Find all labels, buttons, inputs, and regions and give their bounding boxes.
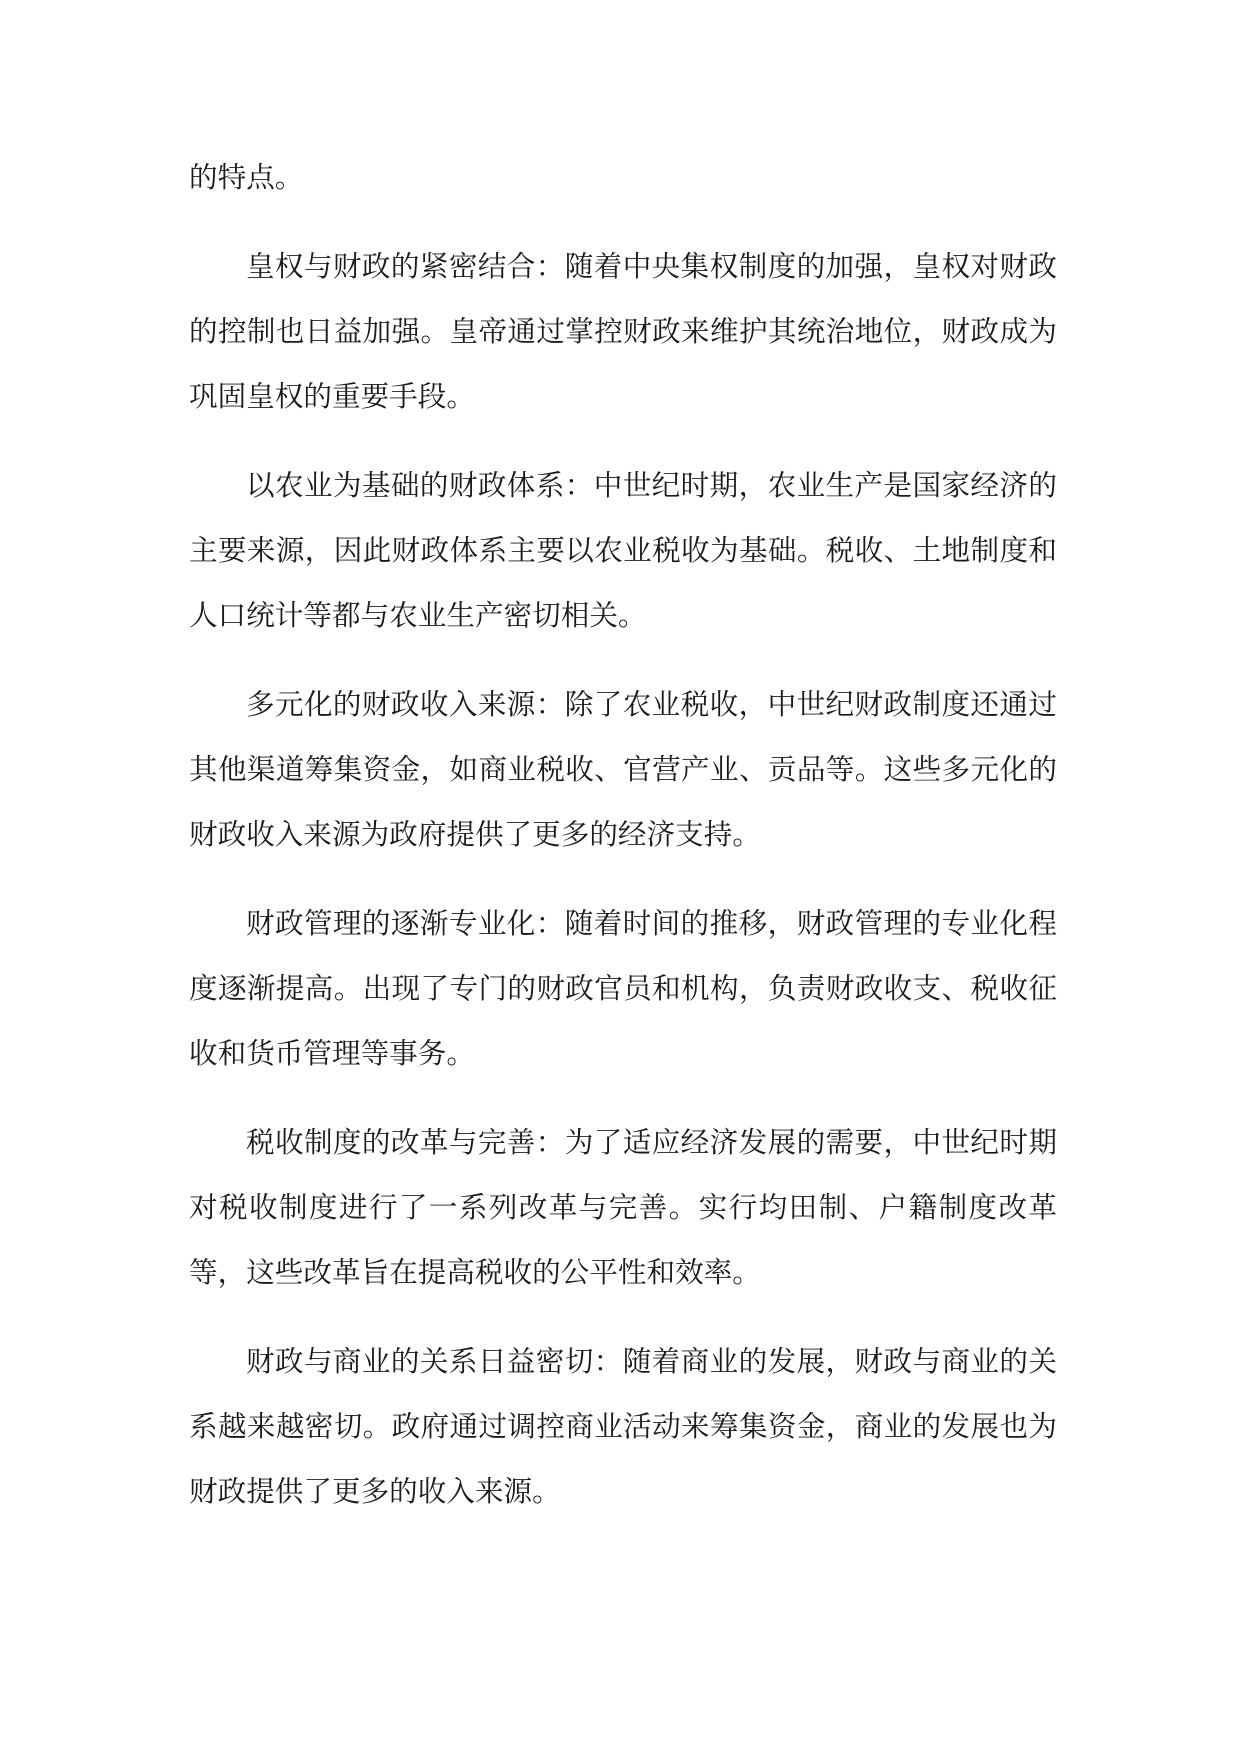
paragraph-continuation: 的特点。 (189, 160, 304, 194)
paragraph-agriculture: 以农业为基础的财政体系：中世纪时期，农业生产是国家经济的主要来源，因此财政体系主要以农业税收为基础。税收、土地制度和人口统计等都与农业生产密切相关。 (189, 468, 1057, 632)
paragraph-professionalization: 财政管理的逐渐专业化：随着时间的推移，财政管理的专业化程度逐渐提高。出现了专门的财政官员和机构，负责财政收支、税收征收和货币管理等事务。 (189, 906, 1057, 1070)
paragraph-commerce: 财政与商业的关系日益密切：随着商业的发展，财政与商业的关系越来越密切。政府通过调控商业活动来筹集资金，商业的发展也为财政提供了更多的收入来源。 (189, 1344, 1057, 1508)
paragraph-revenue-sources: 多元化的财政收入来源：除了农业税收，中世纪财政制度还通过其他渠道筹集资金，如商业税收、官营产业、贡品等。这些多元化的财政收入来源为政府提供了更多的经济支持。 (189, 687, 1057, 851)
paragraph-imperial-power: 皇权与财政的紧密结合：随着中央集权制度的加强，皇权对财政的控制也日益加强。皇帝通过掌控财政来维护其统治地位，财政成为巩固皇权的重要手段。 (189, 249, 1057, 413)
body-text (189, 145, 1057, 1548)
paragraph-tax-reform: 税收制度的改革与完善：为了适应经济发展的需要，中世纪时期对税收制度进行了一系列改革与完善。实行均田制、户籍制度改革等，这些改革旨在提高税收的公平性和效率。 (189, 1125, 1057, 1289)
